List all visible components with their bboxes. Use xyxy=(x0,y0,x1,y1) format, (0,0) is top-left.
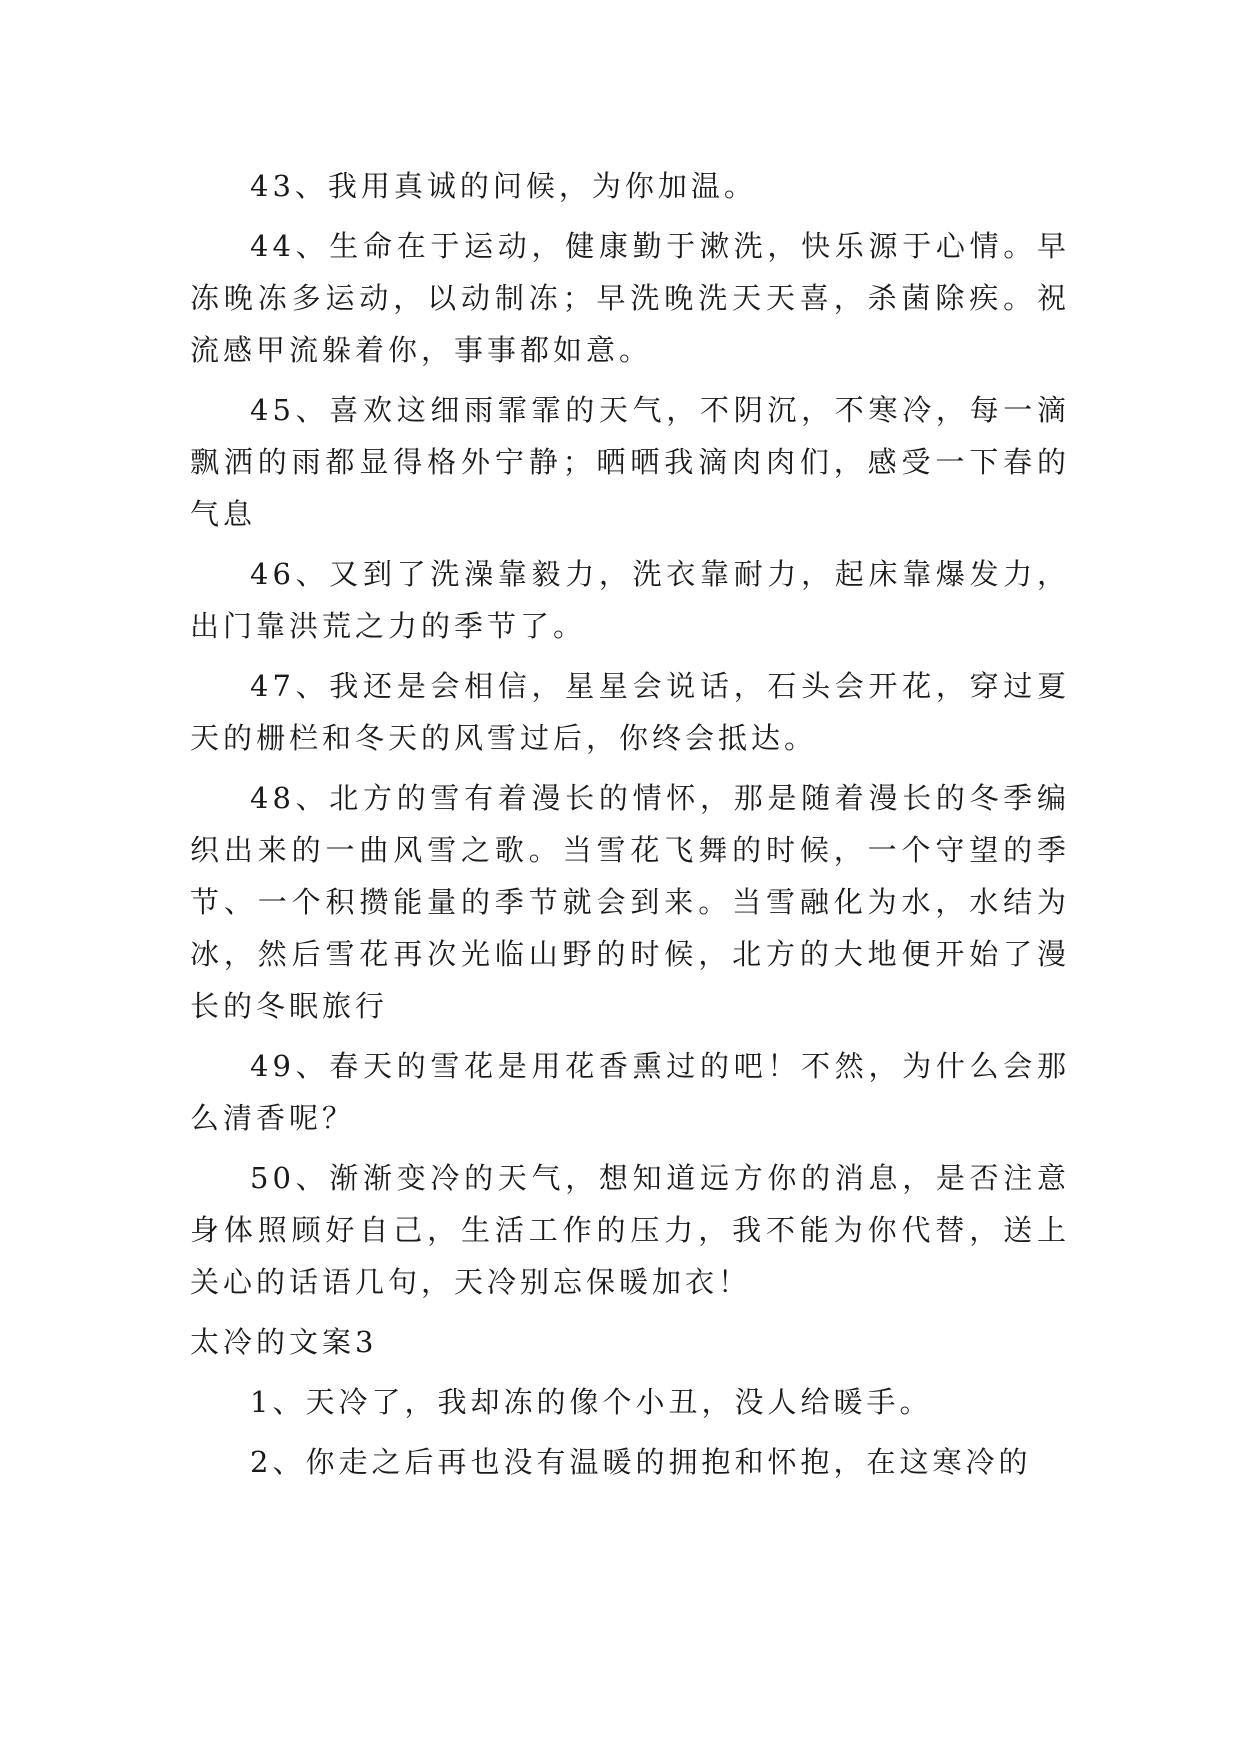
section-heading: 太冷的文案3 xyxy=(190,1325,378,1359)
paragraph-47: 47、我还是会相信，星星会说话，石头会开花，穿过夏天的栅栏和冬天的风雪过后，你终会抵达。 xyxy=(190,669,1070,755)
paragraph-46: 46、又到了洗澡靠毅力，洗衣靠耐力，起床靠爆发力，出门靠洪荒之力的季节了。 xyxy=(190,557,1070,643)
paragraph-49: 49、春天的雪花是用花香熏过的吧！不然，为什么会那么清香呢？ xyxy=(190,1049,1070,1135)
paragraph-43: 43、我用真诚的问候，为你加温。 xyxy=(250,169,757,203)
document-body xyxy=(190,160,1070,1496)
paragraph-48: 48、北方的雪有着漫长的情怀，那是随着漫长的冬季编织出来的一曲风雪之歌。当雪花飞舞的时候，一个守望的季节、一个积攒能量的季节就会到来。当雪融化为水，水结为冰，然后雪花再次光临山野的时候，北方的大地便开始了漫长的冬眠旅行 xyxy=(190,781,1070,1023)
paragraph-45: 45、喜欢这细雨霏霏的天气，不阴沉，不寒冷，每一滴飘洒的雨都显得格外宁静；晒晒我滴肉肉们，感受一下春的气息 xyxy=(190,393,1070,531)
paragraph-50: 50、渐渐变冷的天气，想知道远方你的消息，是否注意身体照顾好自己，生活工作的压力，我不能为你代替，送上关心的话语几句，天冷别忘保暖加衣！ xyxy=(190,1161,1070,1299)
section-paragraph-2: 2、你走之后再也没有温暖的拥抱和怀抱，在这寒冷的 xyxy=(250,1445,1032,1479)
section-paragraph-1: 1、天冷了，我却冻的像个小丑，没人给暖手。 xyxy=(250,1385,933,1419)
paragraph-44: 44、生命在于运动，健康勤于漱洗，快乐源于心情。早冻晚冻多运动，以动制冻；早洗晚洗天天喜，杀菌除疾。祝流感甲流躲着你，事事都如意。 xyxy=(190,229,1070,367)
